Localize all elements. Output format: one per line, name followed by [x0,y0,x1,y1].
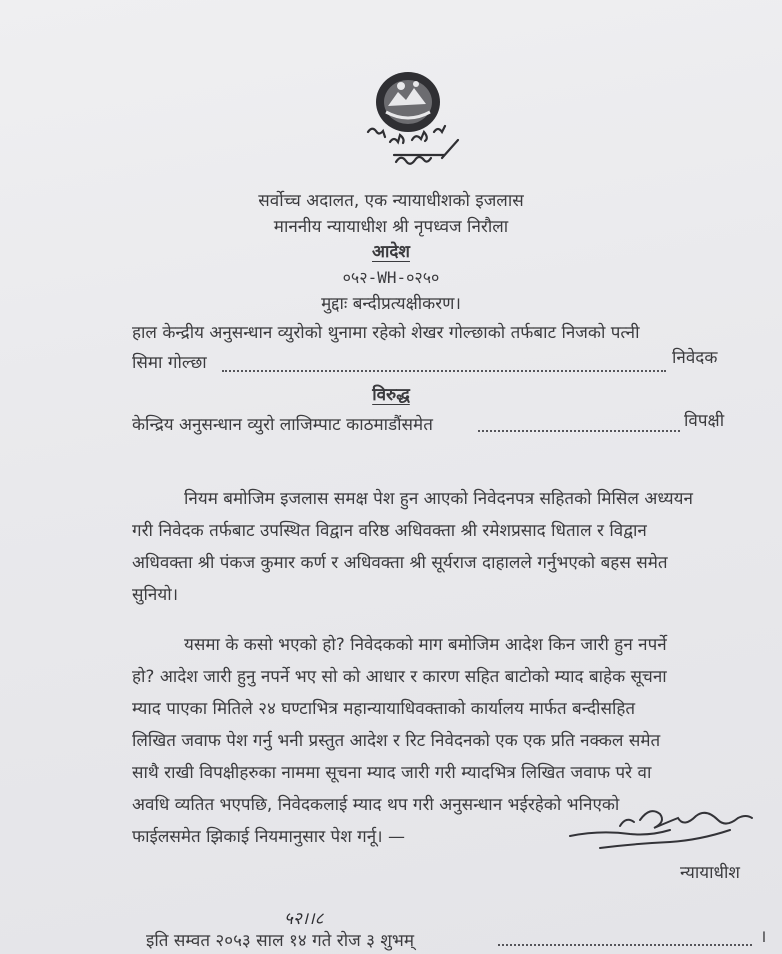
signature-role: न्यायाधीश [680,863,740,883]
judge-signature [560,796,775,866]
footer-date-line: इति सम्वत २०५३ साल १४ गते रोज ३ शुभम् [146,931,415,951]
petitioner-role: निवेदक [672,348,718,368]
paragraph-1-line: गरी निवेदक तर्फबाट उपस्थित विद्वान वरिष्ठ अधिवक्ता श्री रमेशप्रसाद धिताल र विद्वान [132,521,647,541]
handwritten-day-number: ५२।।८ [284,909,324,929]
paragraph-2-line: हो? आदेश जारी हुनु नपर्ने भए सो को आधार र कारण सहित बाटोको म्याद बाहेक सूचना [132,667,667,687]
order-title: आदेश [372,242,410,262]
respondent-name: केन्द्रिय अनुसन्धान व्युरो लाजिम्पाट काठमाडौंसमेत [132,415,433,435]
paragraph-2-line: साथै राखी विपक्षीहरुका नाममा सूचना म्याद जारी गरी म्यादभित्र लिखित जवाफ परे वा [132,763,652,783]
paragraph-2-line: यसमा के कसो भएको हो? निवेदकको माग बमोजिम आदेश किन जारी हुन नपर्ने [184,635,667,655]
paragraph-1-line: अधिवक्ता श्री पंकज कुमार कर्ण र अधिवक्ता श्री सूर्यराज दाहालले गर्नुभएको बहस समेत [132,553,668,573]
court-line: सर्वोच्च अदालत, एक न्यायाधीशको इजलास [258,191,524,211]
versus-heading: विरुद्ध [372,385,410,405]
paragraph-1-line: सुनियो। [132,585,179,605]
petitioner-name: सिमा गोल्छा [132,353,207,373]
respondent-dotted-line [478,430,680,432]
footer-end-mark: । [760,927,767,947]
petitioner-dotted-line [222,370,666,372]
footer-dotted-line [498,944,752,946]
paragraph-1-line: नियम बमोजिम इजलास समक्ष पेश हुन आएको निवेदनपत्र सहितको मिसिल अध्ययन [184,489,693,509]
paragraph-2-line: अवधि व्यतित भएपछि, निवेदकलाई म्याद थप गरी अनुसन्धान भईरहेको भनिएको [132,795,620,815]
respondent-role: विपक्षी [684,411,725,431]
subject-line: मुद्दाः बन्दीप्रत्यक्षीकरण। [321,294,461,314]
judge-line: माननीय न्यायाधीश श्री नृपध्वज निरौला [273,217,509,237]
paragraph-2-line: फाईलसमेत झिकाई नियमानुसार पेश गर्नू। — [132,827,406,847]
paragraph-2-line: म्याद पाएका मितिले २४ घण्टाभित्र महान्यायाधिवक्ताको कार्यालय मार्फत बन्दीसहित [132,699,636,719]
petitioner-line-1: हाल केन्द्रीय अनुसन्धान व्युरोको थुनामा रहेको शेखर गोल्छाको तर्फबाट निजको पत्नी [132,323,640,343]
court-seal [356,62,476,180]
case-number: ०५२-WH-०२५० [342,268,440,287]
paragraph-2-line: लिखित जवाफ पेश गर्नु भनी प्रस्तुत आदेश र रिट निवेदनको एक एक प्रति नक्कल समेत [132,731,661,751]
